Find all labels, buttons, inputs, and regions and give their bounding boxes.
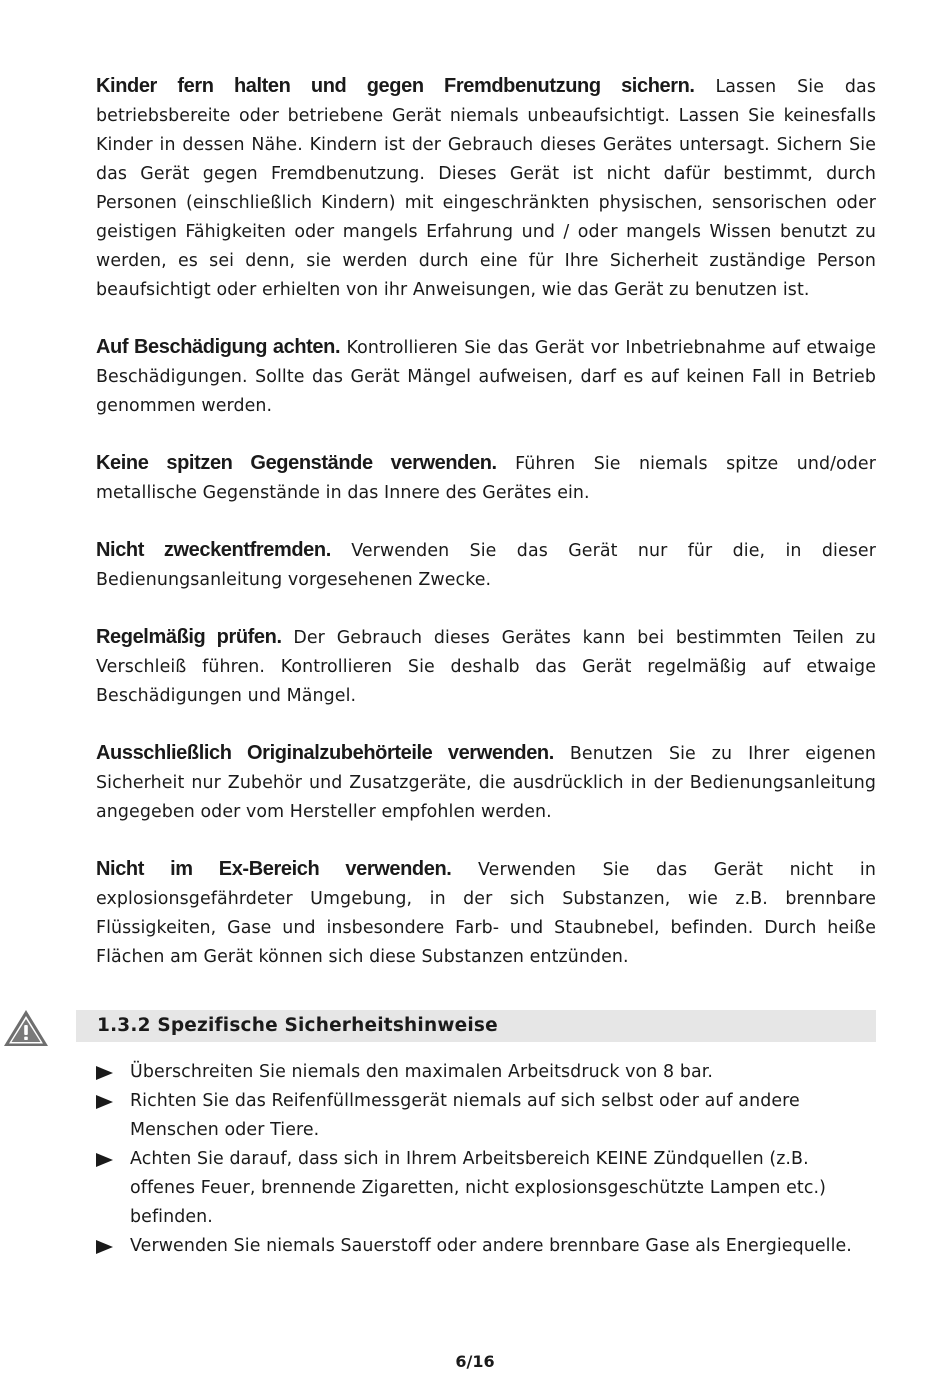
paragraph-text: Führen Sie niemals spitze und/oder metallische Gegenstände in das Innere des Gerätes ein. [96,454,876,503]
paragraph-text: Kontrollieren Sie das Gerät vor Inbetriebnahme auf etwaige Beschädigungen. Sollte das Gerät Mängel aufweisen, darf es auf keinen Fall in Betrieb genommen werden. [96,338,876,416]
list-item [96,1145,876,1232]
list-item-text: Verwenden Sie niemals Sauerstoff oder andere brennbare Gase als Energiequelle. [130,1236,852,1256]
list-item [96,1058,876,1087]
paragraph-lead: Kinder fern halten und gegen Fremdbenutzung sichern. [96,75,695,97]
paragraph-lead: Nicht im Ex-Bereich verwenden. [96,858,452,880]
list-item-text: Überschreiten Sie niemals den maximalen Arbeitsdruck von 8 bar. [130,1062,713,1082]
paragraph-text: Der Gebrauch dieses Gerätes kann bei bestimmten Teilen zu Verschleiß führen. Kontrollieren Sie deshalb das Gerät regelmäßig auf etwaige Beschädigungen und Mängel. [96,628,876,706]
safety-instructions [96,72,876,1000]
bullet-list [96,1058,876,1261]
paragraph-lead: Ausschließlich Originalzubehörteile verwenden. [96,742,554,764]
paragraph-explosive-area [96,855,876,972]
paragraph-lead: Auf Beschädigung achten. [96,336,341,358]
list-item [96,1087,876,1145]
paragraph-lead: Regelmäßig prüfen. [96,626,282,648]
paragraph-children [96,72,876,305]
section-header [76,1010,876,1042]
paragraph-sharp-objects [96,449,876,508]
section-title: 1.3.2 Spezifische Sicherheitshinweise [97,1015,498,1036]
paragraph-regular-check [96,623,876,711]
paragraph-lead: Keine spitzen Gegenstände verwenden. [96,452,497,474]
paragraph-damage [96,333,876,421]
list-item [96,1232,876,1261]
paragraph-lead: Nicht zweckentfremden. [96,539,331,561]
list-item-text: Richten Sie das Reifenfüllmessgerät niemals auf sich selbst oder auf andere Menschen oder Tiere. [130,1091,800,1140]
list-item-text: Achten Sie darauf, dass sich in Ihrem Arbeitsbereich KEINE Zündquellen (z.B. offenes Feuer, brennende Zigaretten, nicht explosionsgeschützte Lampen etc.) befinden. [130,1149,826,1227]
arrow-right-icon [96,1240,113,1254]
paragraph-text: Verwenden Sie das Gerät nicht in explosionsgefährdeter Umgebung, in der sich Substanzen, wie z.B. brennbare Flüssigkeiten, Gase und insbesondere Farb- und Staubnebel, befinden. Durch heiße Flächen am Gerät können sich diese Substanzen entzünden. [96,860,876,967]
paragraph-original-parts [96,739,876,827]
arrow-right-icon [96,1095,113,1109]
paragraph-text: Verwenden Sie das Gerät nur für die, in dieser Bedienungsanleitung vorgesehenen Zwecke. [96,541,876,590]
page-number: 6/16 [455,1352,495,1371]
warning-triangle-icon [2,1008,50,1048]
arrow-right-icon [96,1153,113,1167]
paragraph-text: Lassen Sie das betriebsbereite oder betriebene Gerät niemals unbeaufsichtigt. Lassen Sie keinesfalls Kinder in dessen Nähe. Kindern ist der Gebrauch dieses Gerätes untersagt. Sichern Sie das Gerät gegen Fremdbenutzung. Dieses Gerät ist nicht dafür bestimmt, durch Personen (einschließlich Kindern) mit eingeschränkten physischen, sensorischen oder geistigen Fähigkeiten oder mangels Erfahrung und / oder mangels Wissen benutzt zu werden, es sei denn, sie werden durch eine für Ihre Sicherheit zuständige Person beaufsichtigt oder erhielten von ihr Anweisungen, wie das Gerät zu benutzen ist. [96,77,876,300]
paragraph-intended-use [96,536,876,595]
arrow-right-icon [96,1066,113,1080]
paragraph-text: Benutzen Sie zu Ihrer eigenen Sicherheit nur Zubehör und Zusatzgeräte, die ausdrücklich in der Bedienungsanleitung angegeben oder vom Hersteller empfohlen werden. [96,744,876,822]
